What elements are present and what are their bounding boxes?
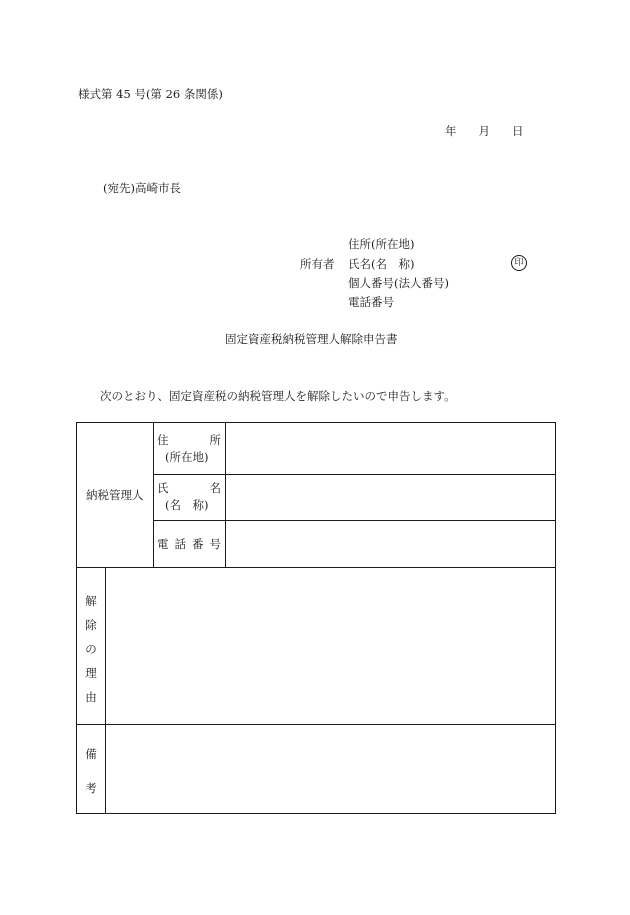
name-char: 名: [209, 481, 221, 495]
date-year-label: 年: [445, 124, 457, 138]
document-title: 固定資産税納税管理人解除申告書: [225, 332, 398, 346]
manager-address-sub-label: (所在地): [165, 450, 209, 464]
owner-phone-label: 電話番号: [348, 295, 394, 309]
manager-name-field[interactable]: [227, 476, 553, 519]
date-line: [445, 123, 524, 139]
owner-name-label: 氏名(名 称): [348, 257, 415, 271]
phone-char: 号: [209, 537, 221, 551]
owner-id-number-label: 個人番号(法人番号): [348, 276, 449, 290]
addressee: (宛先)高崎市長: [103, 181, 181, 195]
address-char: 所: [209, 433, 221, 447]
remarks-char: 備: [85, 747, 97, 761]
table-divider: [77, 724, 555, 725]
intro-text: 次のとおり、固定資産税の納税管理人を解除したいので申告します。: [100, 389, 456, 403]
table-divider: [153, 474, 555, 475]
dissolution-reason-field[interactable]: [107, 569, 553, 723]
manager-address-label: [157, 432, 221, 448]
manager-name-label: [157, 480, 221, 496]
remarks-label: [84, 746, 98, 796]
reason-char: の: [85, 642, 97, 656]
phone-char: 話: [174, 537, 186, 551]
owner-label: 所有者: [300, 257, 335, 271]
declaration-table: [76, 422, 556, 814]
address-char: 住: [157, 433, 169, 447]
owner-address-label: 住所(所在地): [348, 237, 415, 251]
date-month-label: 月: [478, 124, 490, 138]
date-day-label: 日: [512, 124, 524, 138]
table-divider: [105, 567, 106, 813]
table-divider: [77, 567, 555, 568]
reason-char: 除: [85, 618, 97, 632]
manager-phone-field[interactable]: [227, 522, 553, 566]
reason-char: 理: [85, 666, 97, 680]
remarks-field[interactable]: [107, 726, 553, 812]
table-divider: [153, 520, 555, 521]
remarks-char: 考: [85, 781, 97, 795]
tax-manager-label: 納税管理人: [86, 488, 144, 502]
manager-name-sub-label: (名 称): [165, 498, 209, 512]
name-char: 氏: [157, 481, 169, 495]
reason-char: 解: [85, 594, 97, 608]
manager-address-field[interactable]: [227, 424, 553, 473]
dissolution-reason-label: [84, 593, 98, 705]
phone-char: 番: [192, 537, 204, 551]
manager-phone-label: [157, 536, 221, 552]
seal-mark: 印: [511, 255, 527, 271]
table-divider: [153, 423, 154, 567]
table-divider: [225, 423, 226, 567]
form-number: 様式第 45 号(第 26 条関係): [78, 87, 223, 101]
reason-char: 由: [85, 690, 97, 704]
phone-char: 電: [157, 537, 169, 551]
